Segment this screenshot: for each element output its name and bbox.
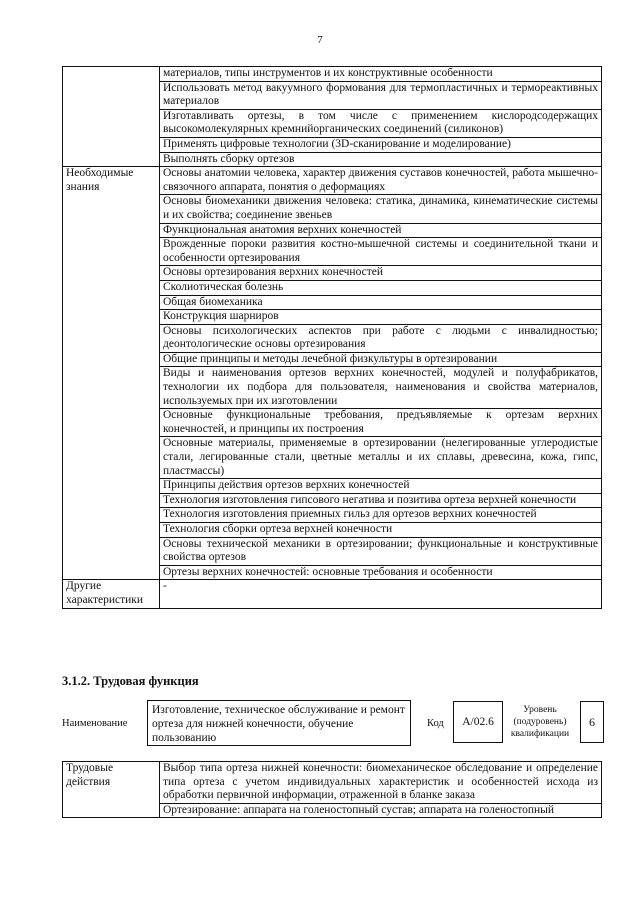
skill-cell: Изготавливать ортезы, в том числе с применением кислородсодержащих высокомолекулярных кремнийорганических соединений (силиконов)	[160, 109, 602, 137]
code-label: Код	[427, 718, 444, 729]
level-label: Уровень (подуровень) квалификации	[510, 705, 570, 739]
name-label: Наименование	[62, 718, 128, 729]
knowledge-cell: Основы анатомии человека, характер движения суставов конечностей, работа мышечно-связочного аппарата, понятия о деформациях	[160, 167, 602, 195]
action-cell: Выбор типа ортеза нижней конечности: биомеханическое обследование и определение типа ортеза с учетом индивидуальных характеристик и особенностей исхода из обработки первичной информации, отраженной в бланке заказа	[160, 762, 602, 804]
skill-cell: материалов, типы инструментов и их конструктивные особенности	[160, 67, 602, 82]
table-row	[63, 762, 602, 804]
page-number: 7	[317, 34, 323, 46]
action-cell: Ортезирование: аппарата на голеностопный сустав; аппарата на голеностопный	[160, 803, 602, 818]
knowledge-cell: Технология сборки ортеза верхней конечности	[160, 523, 602, 538]
knowledge-cell: Принципы действия ортезов верхних конечностей	[160, 479, 602, 494]
code-value: A/02.6	[453, 701, 503, 743]
skill-cell: Применять цифровые технологии (3D-сканирование и моделирование)	[160, 137, 602, 152]
knowledge-cell: Технология изготовления приемных гильз для ортезов верхних конечностей	[160, 508, 602, 523]
skill-cell: Использовать метод вакуумного формования для термопластичных и термореактивных материалов	[160, 81, 602, 109]
knowledge-cell: Основные функциональные требования, предъявляемые к ортезам верхних конечностей, и принципы их построения	[160, 409, 602, 437]
other-value: -	[160, 580, 602, 608]
knowledge-cell: Технология изготовления гипсового негатива и позитива ортеза верхней конечности	[160, 493, 602, 508]
actions-label: Трудовые действия	[63, 762, 160, 818]
name-value: Изготовление, техническое обслуживание и ремонт ортеза для нижней конечности, обучение пользованию	[147, 700, 411, 746]
knowledge-cell: Конструкция шарниров	[160, 310, 602, 325]
knowledge-cell: Основные материалы, применяемые в ортезировании (нелегированные углеродистые стали, легированные стали, цветные металлы и их сплавы, древесина, кожа, гипс, пластмассы)	[160, 437, 602, 479]
knowledge-cell: Основы психологических аспектов при работе с людьми с инвалидностью; деонтологические основы ортезирования	[160, 324, 602, 352]
knowledge-label: Необходимые знания	[63, 167, 160, 580]
skill-cell: Выполнять сборку ортезов	[160, 152, 602, 167]
table-row	[63, 580, 602, 608]
table-row	[63, 67, 602, 82]
knowledge-cell: Ортезы верхних конечностей: основные требования и особенности	[160, 565, 602, 580]
table-row	[63, 167, 602, 195]
empty-label-cell	[63, 67, 160, 167]
knowledge-cell: Врожденные пороки развития костно-мышечной системы и соединительной ткани и особенности ортезирования	[160, 238, 602, 266]
other-label: Другие характеристики	[63, 580, 160, 608]
knowledge-cell: Общие принципы и методы лечебной физкультуры в ортезировании	[160, 352, 602, 367]
knowledge-cell: Функциональная анатомия верхних конечностей	[160, 223, 602, 238]
actions-table	[62, 761, 602, 818]
knowledge-cell: Основы технической механики в ортезировании; функциональные и конструктивные свойства ортезов	[160, 537, 602, 565]
knowledge-cell: Сколиотическая болезнь	[160, 280, 602, 295]
knowledge-cell: Виды и наименования ортезов верхних конечностей, модулей и полуфабрикатов, технологии их подбора для пользователя, наименования и свойства материалов, используемых при их изготовлении	[160, 367, 602, 409]
level-value: 6	[580, 701, 604, 743]
knowledge-cell: Основы ортезирования верхних конечностей	[160, 266, 602, 281]
knowledge-table	[62, 66, 602, 609]
knowledge-cell: Основы биомеханики движения человека: статика, динамика, кинематические системы и их свойства; соединение звеньев	[160, 195, 602, 223]
knowledge-cell: Общая биомеханика	[160, 295, 602, 310]
section-title: 3.1.2. Трудовая функция	[62, 674, 199, 688]
